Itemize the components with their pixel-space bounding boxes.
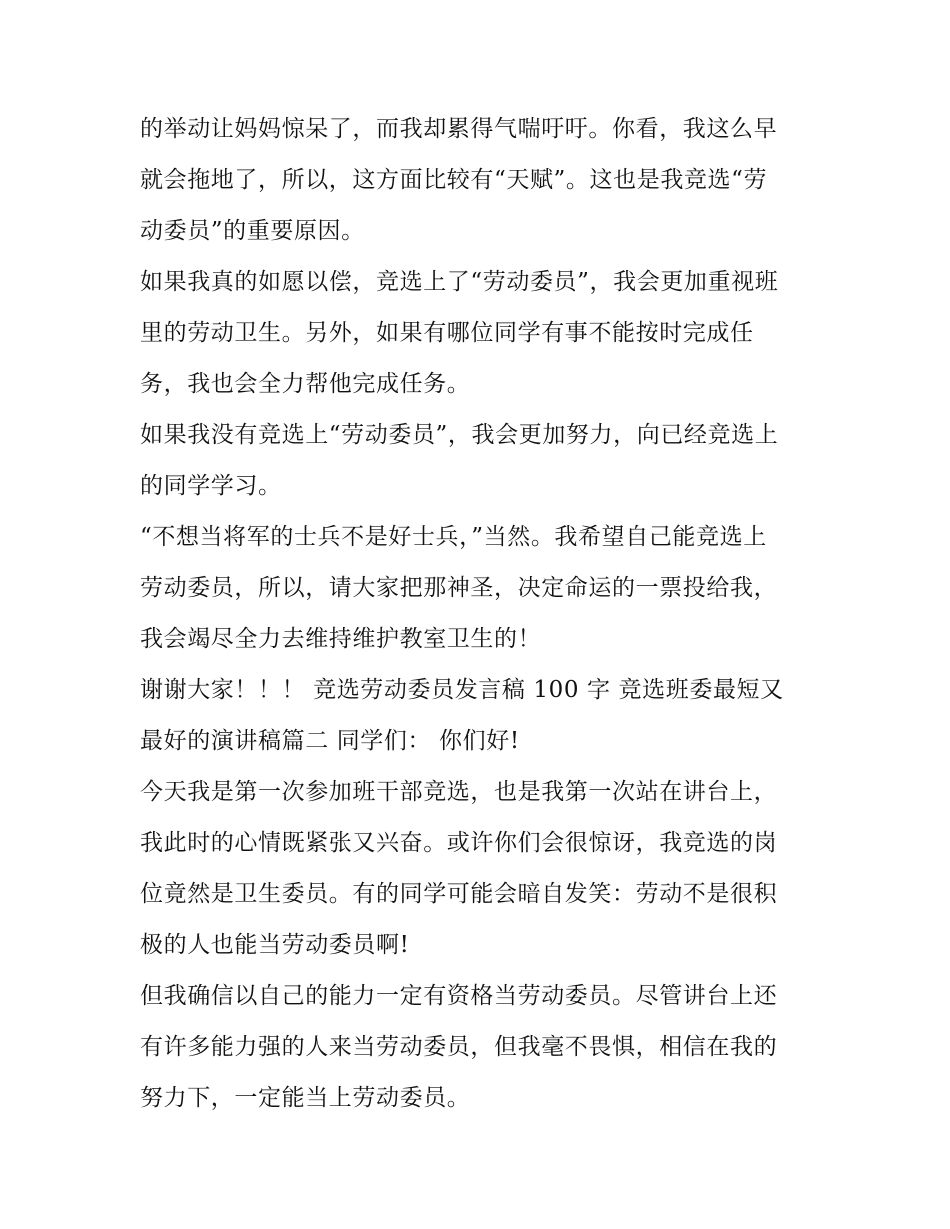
text-line: 的举动让妈妈惊呆了，而我却累得气喘吁吁。你看，我这么早	[140, 116, 778, 142]
text-line: 我会竭尽全力去维持维护教室卫生的！	[140, 626, 542, 652]
text-line: “不想当将军的士兵不是好士兵，”当然。我希望自己能竞选上	[140, 524, 767, 550]
text-line: 但我确信以自己的能力一定有资格当劳动委员。尽管讲台上还	[140, 983, 778, 1009]
text-line: 里的劳动卫生。另外，如果有哪位同学有事不能按时完成任	[140, 320, 754, 346]
text-line: 就会拖地了，所以，这方面比较有“天赋”。这也是我竞选“劳	[140, 167, 768, 193]
text-line: 劳动委员，所以，请大家把那神圣，决定命运的一票投给我，	[140, 575, 778, 601]
text-line: 我此时的心情既紧张又兴奋。或许你们会很惊讶，我竞选的岗	[140, 830, 778, 856]
text-line: 的同学学习。	[140, 473, 282, 499]
text-line: 位竟然是卫生委员。有的同学可能会暗自发笑：劳动不是很积	[140, 881, 778, 907]
text-line: 有许多能力强的人来当劳动委员，但我毫不畏惧，相信在我的	[140, 1034, 778, 1060]
text-line: 务，我也会全力帮他完成任务。	[140, 371, 471, 397]
text-line: 动委员”的重要原因。	[140, 218, 365, 244]
document-body	[140, 104, 814, 1124]
text-line: 努力下，一定能当上劳动委员。	[140, 1085, 471, 1111]
text-line: 极的人也能当劳动委员啊!	[140, 932, 410, 958]
text-line: 最好的演讲稿篇二 同学们： 你们好!	[140, 728, 520, 754]
text-line: 如果我真的如愿以偿，竞选上了“劳动委员”，我会更加重视班	[140, 269, 779, 295]
text-line: 谢谢大家！！！ 竞选劳动委员发言稿 100 字 竞选班委最短又	[140, 677, 784, 703]
text-line: 如果我没有竞选上“劳动委员”，我会更加努力，向已经竞选上	[140, 422, 779, 448]
text-line: 今天我是第一次参加班干部竞选，也是我第一次站在讲台上，	[140, 779, 778, 805]
